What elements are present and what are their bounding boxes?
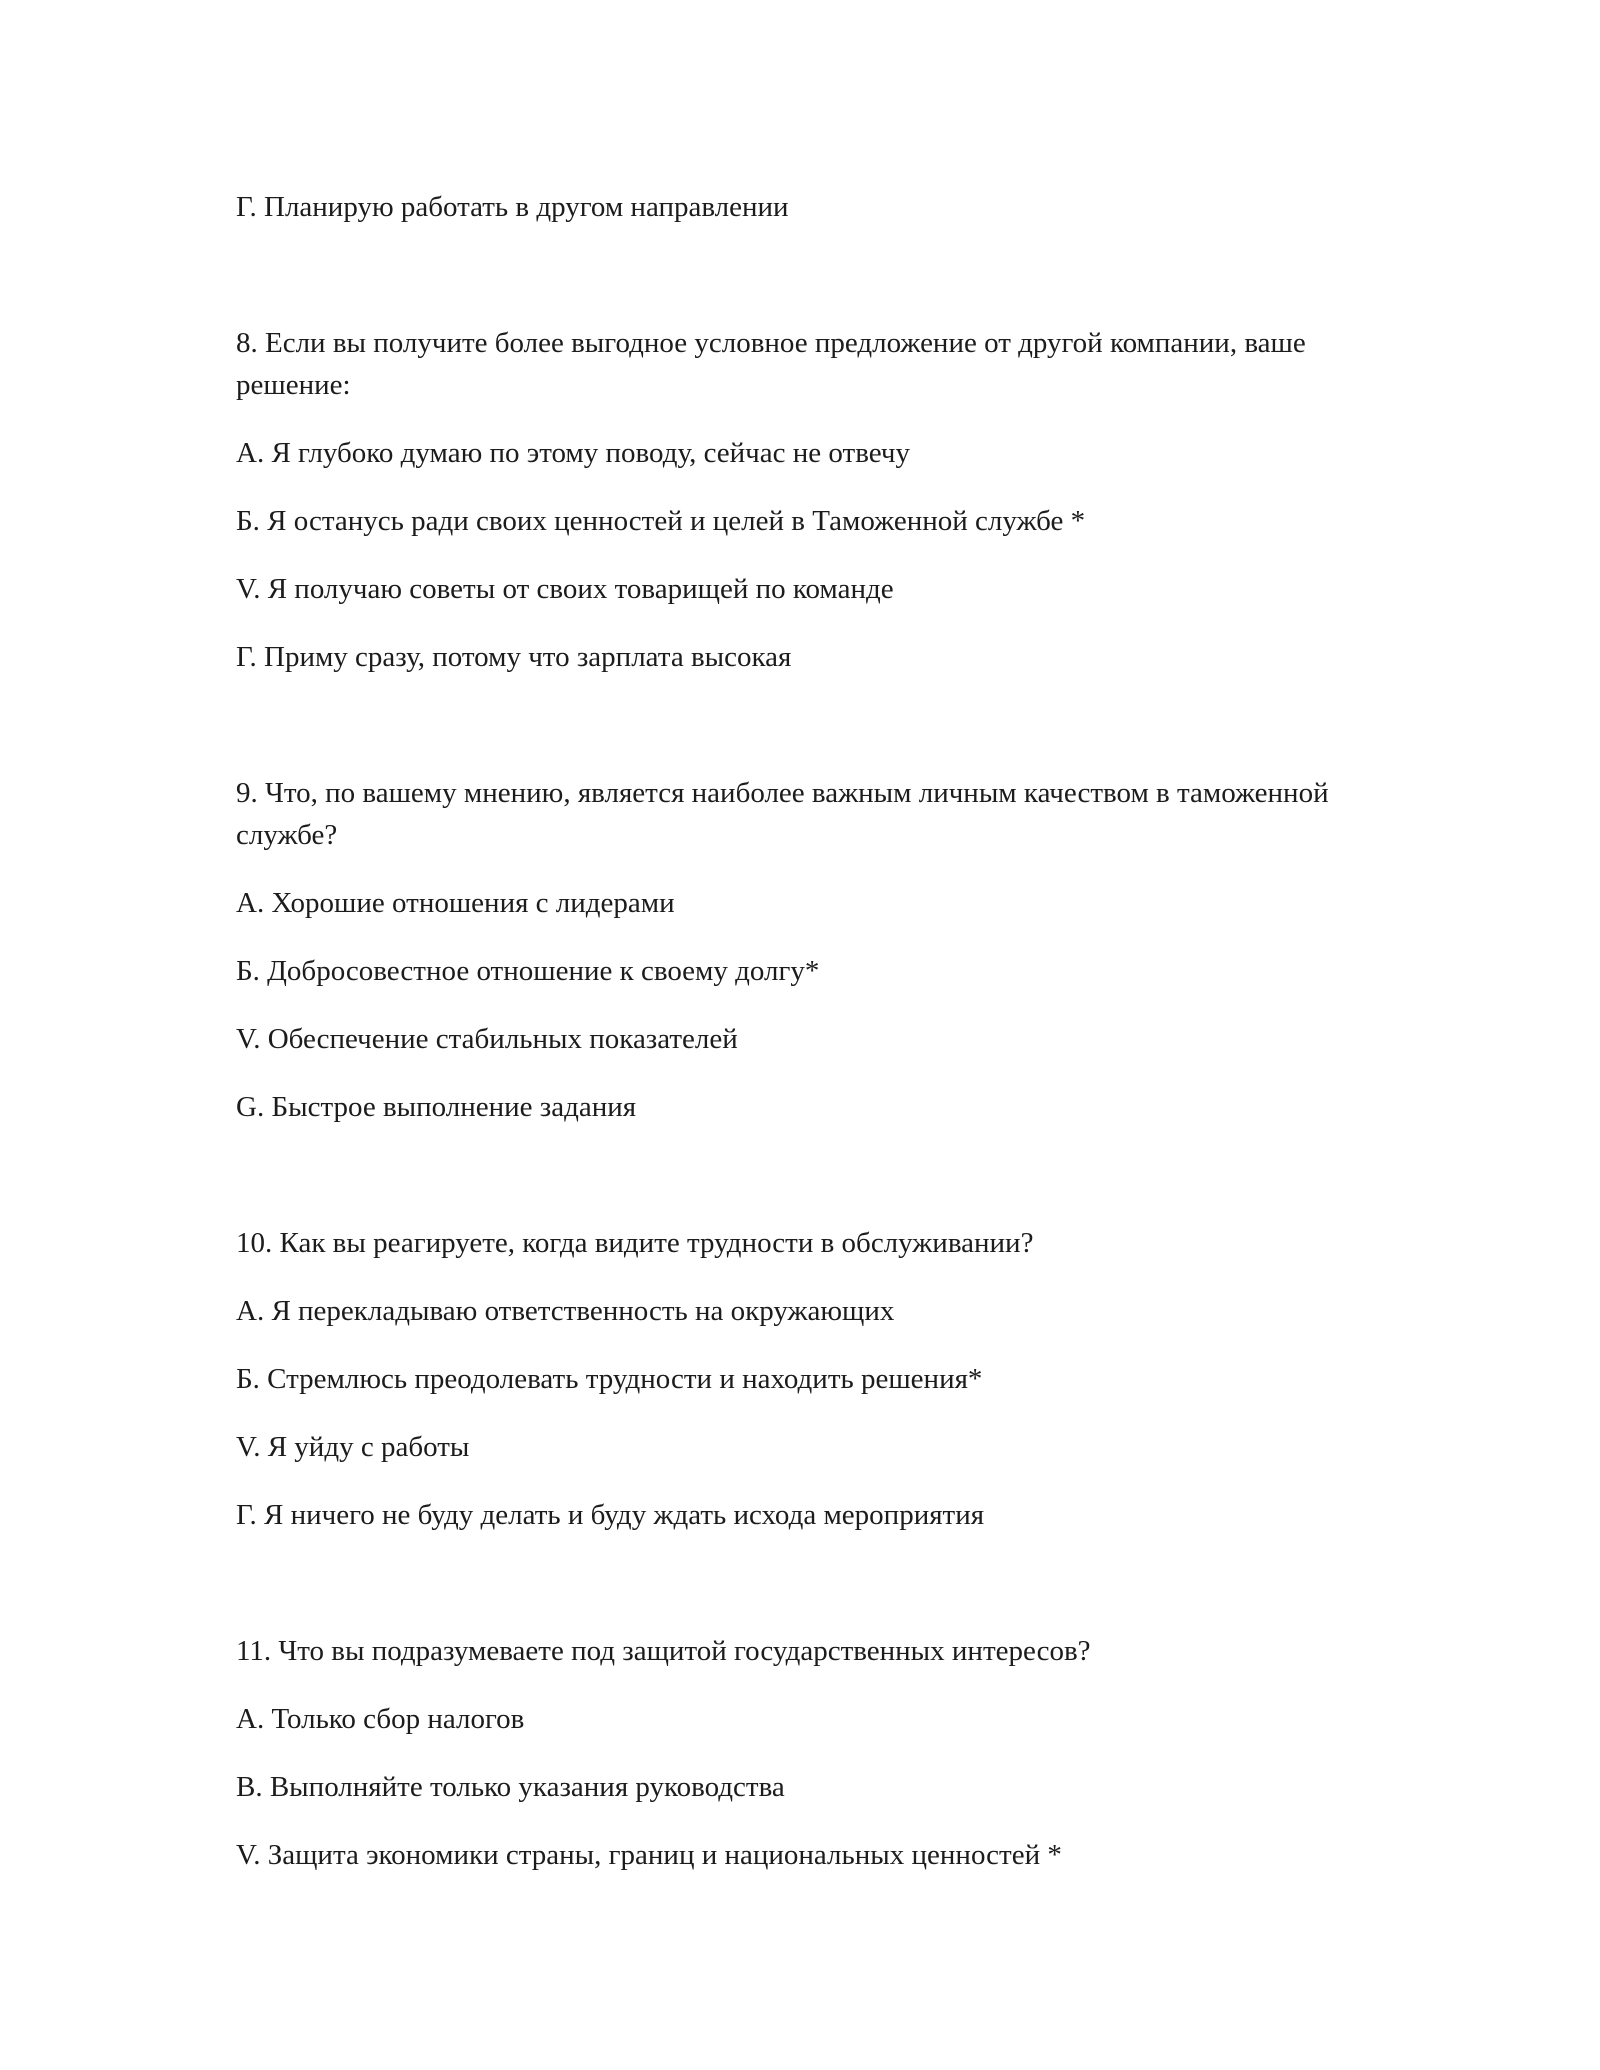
question-8: 8. Если вы получите более выгодное условное предложение от другой компании, ваше решение: (236, 327, 1306, 401)
answer-option-q10-b: Б. Стремлюсь преодолевать трудности и находить решения* (236, 1363, 983, 1395)
answer-option-q8-b: Б. Я останусь ради своих ценностей и целей в Таможенной службе * (236, 505, 1086, 537)
question-10: 10. Как вы реагируете, когда видите трудности в обслуживании? (236, 1227, 1034, 1259)
answer-option-q11-v: V. Защита экономики страны, границ и национальных ценностей * (236, 1839, 1062, 1871)
question-9: 9. Что, по вашему мнению, является наиболее важным личным качеством в таможенной службе? (236, 777, 1329, 851)
answer-option-q11-a: А. Только сбор налогов (236, 1703, 525, 1735)
question-11: 11. Что вы подразумеваете под защитой государственных интересов? (236, 1635, 1091, 1667)
answer-option-q10-g: Г. Я ничего не буду делать и буду ждать исхода мероприятия (236, 1499, 985, 1531)
answer-option-q8-v: V. Я получаю советы от своих товарищей по команде (236, 573, 894, 605)
answer-option-q9-g: G. Быстрое выполнение задания (236, 1091, 637, 1123)
answer-option-q8-g: Г. Приму сразу, потому что зарплата высокая (236, 641, 792, 673)
answer-option-q9-b: Б. Добросовестное отношение к своему долгу* (236, 955, 820, 987)
answer-option-q7-d: Г. Планирую работать в другом направлении (236, 191, 789, 223)
answer-option-q11-b: В. Выполняйте только указания руководства (236, 1771, 785, 1803)
answer-option-q8-a: А. Я глубоко думаю по этому поводу, сейчас не отвечу (236, 437, 910, 469)
answer-option-q10-v: V. Я уйду с работы (236, 1431, 470, 1463)
answer-option-q9-v: V. Обеспечение стабильных показателей (236, 1023, 738, 1055)
answer-option-q10-a: А. Я перекладываю ответственность на окружающих (236, 1295, 895, 1327)
answer-option-q9-a: А. Хорошие отношения с лидерами (236, 887, 675, 919)
